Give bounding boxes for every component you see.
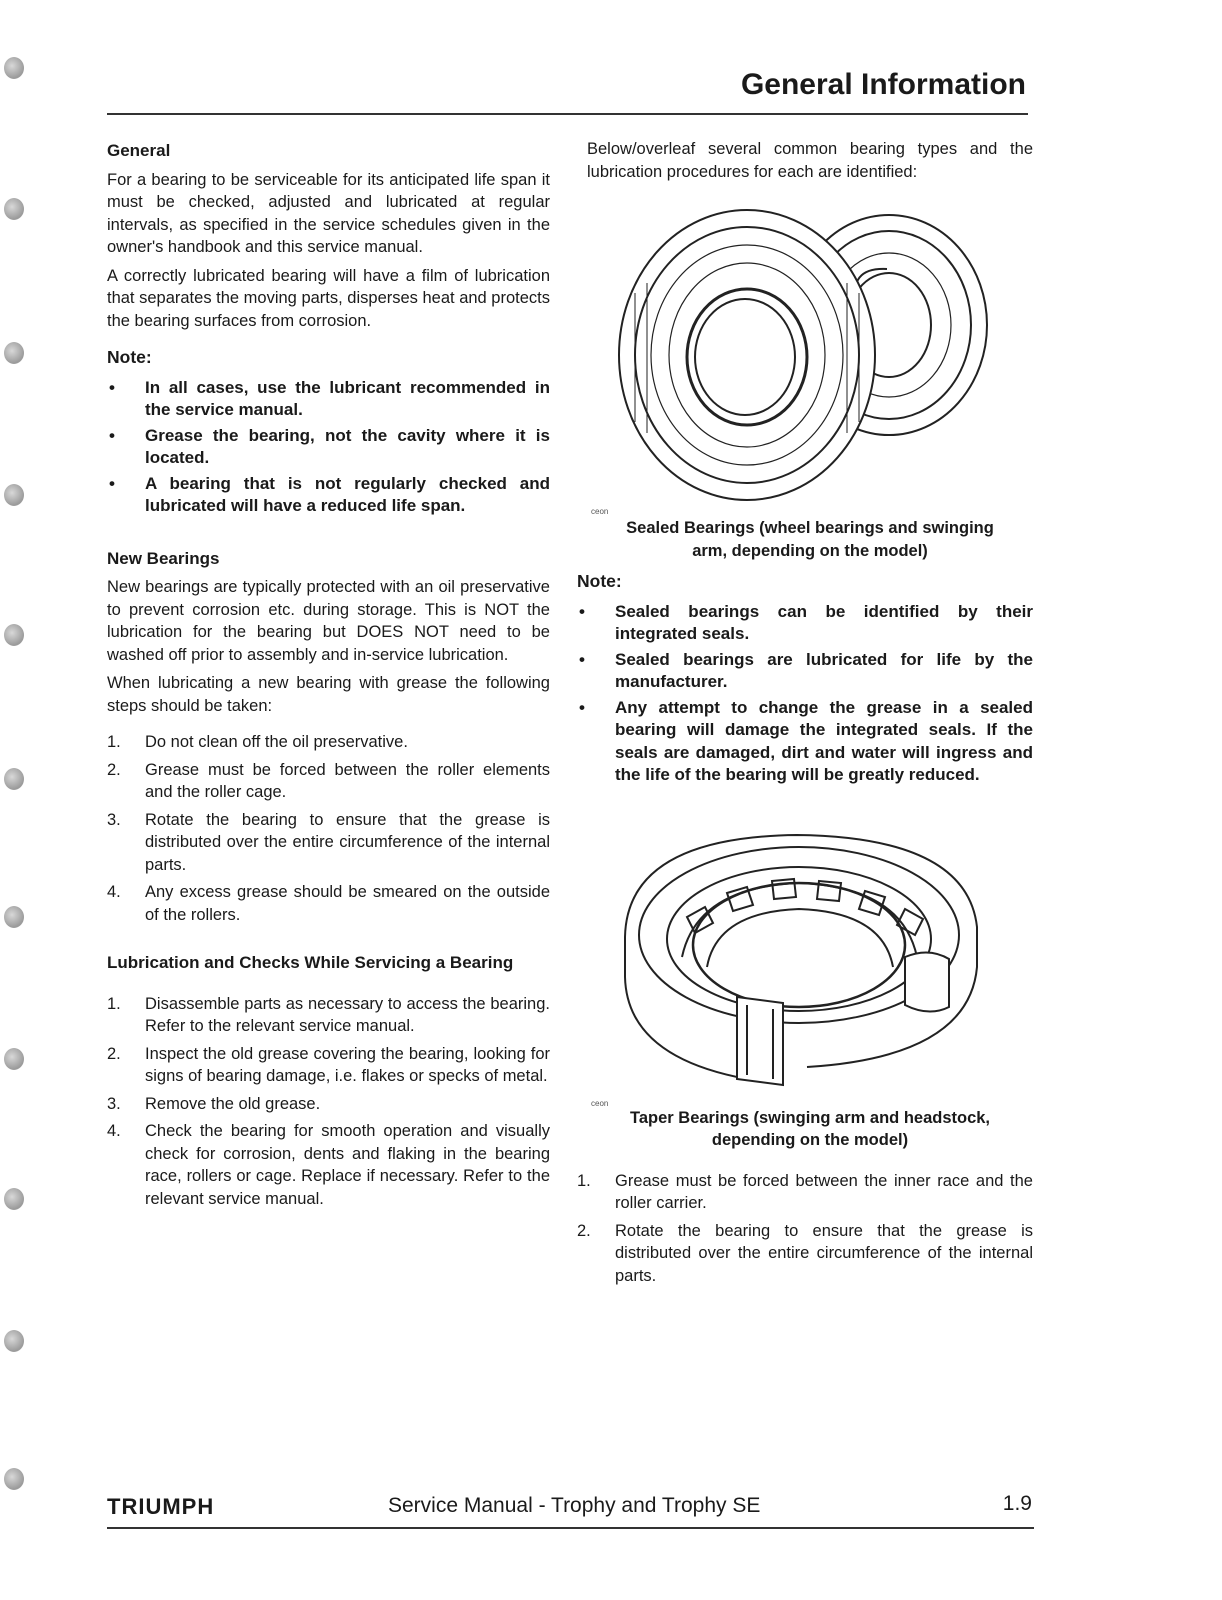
binder-hole [4,1468,24,1490]
step-item: 1. Grease must be forced between the inner race and the roller carrier. [577,1171,1033,1212]
note-item: • Sealed bearings can be identified by their integrated seals. [579,601,1033,643]
taper-bearings-figure [587,817,1033,1107]
note-item: • In all cases, use the lubricant recommended in the service manual. [109,377,550,419]
sealed-notes [577,601,1033,787]
left-column [107,140,550,1220]
binder-hole [4,768,24,790]
bullet-icon: • [579,601,585,621]
figure-label: ceon [591,507,609,516]
footer-rule [107,1527,1034,1529]
note-item: • Any attempt to change the grease in a sealed bearing will damage the integrated seals. If the seals are damaged, dirt and water will ingress and the life of the bearing will be greatly reduced. [579,697,1033,784]
note-label: Note: [577,571,622,591]
note-item: • Grease the bearing, not the cavity where it is located. [109,425,550,467]
binder-hole [4,1048,24,1070]
general-paragraph-2: A correctly lubricated bearing will have a film of lubrication that separates the moving parts, disperses heat and protects the bearing surfaces from corrosion. [107,266,551,330]
binder-hole [4,198,24,220]
header-rule [107,113,1028,115]
step-item: 3. Remove the old grease. [107,1094,321,1113]
lubrication-steps [107,993,550,1211]
right-column [577,138,1033,1297]
binder-hole [4,57,24,79]
step-item: 3. Rotate the bearing to ensure that the grease is distributed over the entire circumference of the internal parts. [107,810,550,874]
taper-steps [577,1170,1033,1288]
new-bearings-paragraph-1: New bearings are typically protected with an oil preservative to prevent corrosion etc. during storage. This is NOT the lubrication for the bearing but DOES NOT need to be washed off prior to assembly and in-service lubrication. [107,578,550,664]
triumph-logo: TRIUMPH [107,1494,215,1519]
note-label: Note: [107,347,152,367]
general-heading: General [107,141,171,160]
lubrication-heading: Lubrication and Checks While Servicing a Bearing [107,953,514,972]
new-bearings-heading: New Bearings [107,548,220,568]
step-item: 2. Rotate the bearing to ensure that the grease is distributed over the entire circumference of the internal parts. [577,1221,1033,1285]
sealed-bearings-caption: Sealed Bearings (wheel bearings and swinging arm, depending on the model) [626,519,994,560]
figure-label: ceon [591,1098,609,1108]
general-paragraph-1: For a bearing to be serviceable for its anticipated life span it must be checked, adjusted and lubricated at regular intervals, as specified in the service schedules given in the owner's handbook and this service manual. [107,170,550,256]
intro-paragraph: Below/overleaf several common bearing types and the lubrication procedures for each are identified: [587,140,1033,181]
bullet-icon: • [579,649,585,669]
bullet-icon: • [109,425,115,445]
step-item: 4. Check the bearing for smooth operation and visually check for corrosion, dents and flaking in the bearing race, rollers or cage. Replace if necessary. Refer to the relevant service manual. [107,1122,550,1208]
binder-hole [4,1330,24,1352]
taper-bearings-illustration [587,817,1033,1097]
binder-hole [4,624,24,646]
bullet-icon: • [109,377,115,397]
binder-hole [4,906,24,928]
note-item: • A bearing that is not regularly checked and lubricated will have a reduced life span. [109,473,550,515]
taper-bearings-caption: Taper Bearings (swinging arm and headstock, depending on the model) [629,1108,991,1149]
bullet-icon: • [579,697,585,717]
step-item: 2. Grease must be forced between the roller elements and the roller cage. [107,760,550,801]
binder-hole [4,1188,24,1210]
general-notes [107,377,550,518]
step-item: 2. Inspect the old grease covering the bearing, looking for signs of bearing damage, i.e. flakes or specks of metal. [107,1044,550,1085]
binder-hole [4,484,24,506]
sealed-bearings-illustration [587,197,1033,507]
new-bearings-steps [107,731,550,926]
sealed-bearings-figure [587,197,1033,517]
page-title: General Information [740,68,1026,101]
note-item: • Sealed bearings are lubricated for life by the manufacturer. [579,649,1033,691]
new-bearings-paragraph-2: When lubricating a new bearing with grease the following steps should be taken: [107,674,550,715]
step-item: 1. Do not clean off the oil preservative. [107,733,408,751]
step-item: 4. Any excess grease should be smeared on the outside of the rollers. [107,883,550,924]
step-item: 1. Disassemble parts as necessary to access the bearing. Refer to the relevant service manual. [107,994,550,1035]
binder-hole [4,342,24,364]
page-number: 1.9 [1002,1492,1032,1515]
bullet-icon: • [109,473,115,493]
footer-title: Service Manual - Trophy and Trophy SE [388,1494,761,1517]
